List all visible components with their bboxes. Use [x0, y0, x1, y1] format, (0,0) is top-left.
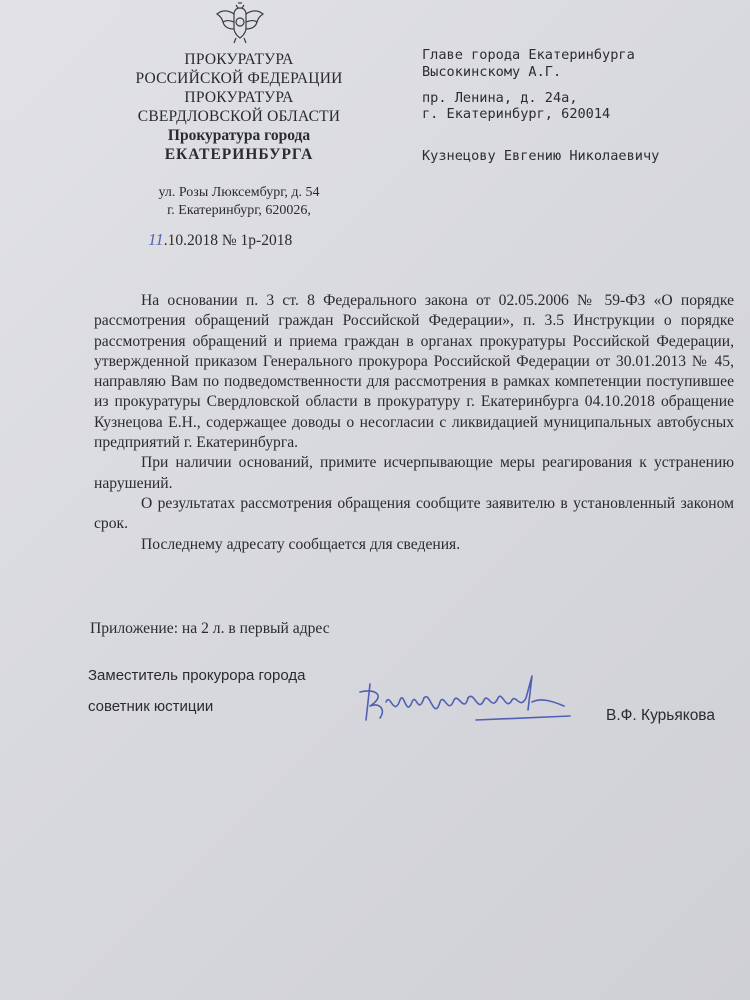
signatory-title: Заместитель прокурора города: [88, 667, 306, 684]
recipient-line: г. Екатеринбург, 620014: [422, 106, 611, 122]
sender-line: Прокуратура города: [167, 127, 311, 144]
sender-address-city: г. Екатеринбург, 620026,: [167, 203, 311, 218]
body-paragraph: Последнему адресату сообщается для сведения.: [141, 535, 461, 553]
signatory-name: В.Ф. Курьякова: [606, 707, 715, 724]
reference-number: [148, 230, 292, 250]
handwritten-day: 11: [148, 230, 164, 249]
body-paragraph: При наличии оснований, примите исчерпывающие меры реагирования к устранению нарушений.: [94, 454, 734, 492]
sender-address-street: ул. Розы Люксембург, д. 54: [158, 185, 320, 200]
double-headed-eagle-emblem-icon: [214, 2, 266, 44]
recipient-line: Высокинскому А.Г.: [422, 64, 562, 80]
body-paragraph: На основании п. 3 ст. 8 Федерального закона от 02.05.2006 № 59-ФЗ «О порядке рассмотрения обращений граждан Российской Федерации», п. 3.5 Инструкции о порядке рассмотрения обращений и приема граждан в органах прокуратуры Российской Федерации, утвержденной приказом Генерального прокурора Российской Федерации от 30.01.2013 № 45, направляю Вам по подведомственности для рассмотрения в рамках компетенции поступившее из прокуратуры Свердловской области в прокуратуру г. Екатеринбурга 04.10.2018 обращение Кузнецова Е.Н., содержащее доводы о несогласии с ликвидацией муниципальных автобусных предприятий г. Екатеринбурга.: [94, 292, 734, 452]
body-paragraph: О результатах рассмотрения обращения сообщите заявителю в установленный законом срок.: [94, 494, 734, 533]
recipient-line: пр. Ленина, д. 24а,: [422, 90, 578, 106]
sender-line: РОССИЙСКОЙ ФЕДЕРАЦИИ: [135, 70, 343, 87]
sender-line: ПРОКУРАТУРА: [184, 51, 294, 68]
signatory-rank: советник юстиции: [88, 698, 214, 715]
reference-rest: .10.2018 № 1р-2018: [163, 232, 293, 249]
sender-block: [110, 50, 368, 220]
letter-body: [94, 291, 734, 555]
sender-line: СВЕРДЛОВСКОЙ ОБЛАСТИ: [137, 108, 341, 125]
attachment-note: Приложение: на 2 л. в первый адрес: [90, 620, 330, 637]
recipient-line: Кузнецову Евгению Николаевичу: [422, 148, 660, 164]
sender-line: ЕКАТЕРИНБУРГА: [164, 146, 314, 163]
recipient-line: Главе города Екатеринбурга: [422, 47, 635, 63]
sender-line: ПРОКУРАТУРА: [184, 89, 294, 106]
handwritten-signature: [356, 662, 578, 732]
